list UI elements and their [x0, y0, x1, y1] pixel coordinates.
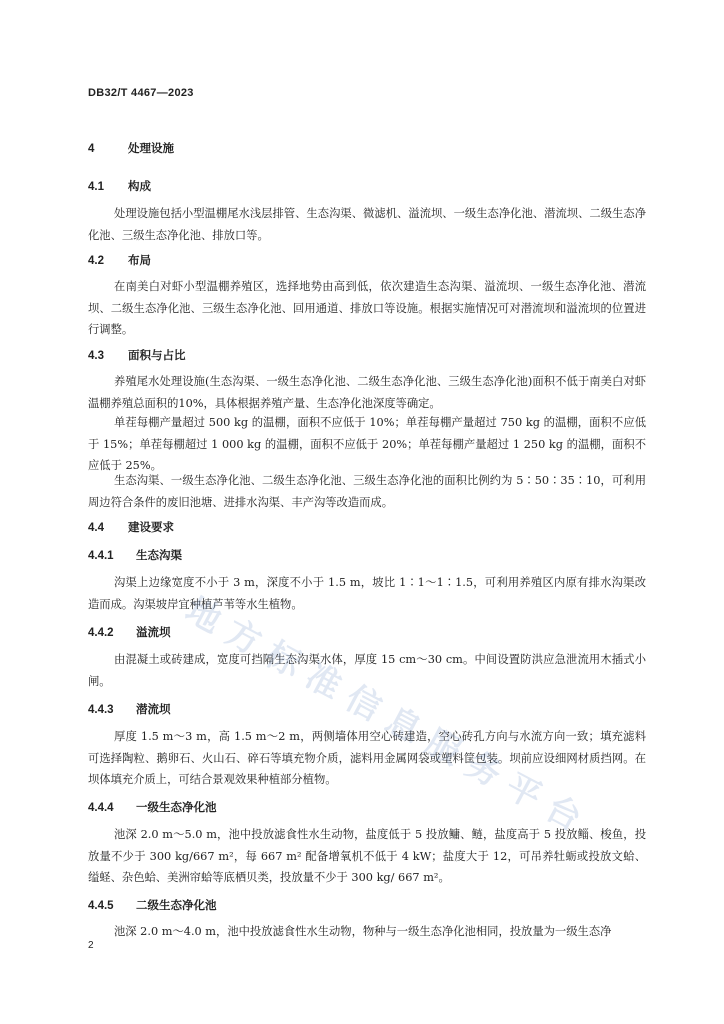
section-title: 一级生态净化池	[136, 800, 217, 814]
paragraph: 处理设施包括小型温棚尾水浅层排管、生态沟渠、微滤机、溢流坝、一级生态净化池、潜流坝、二级生态净化池、三级生态净化池、排放口等。	[88, 207, 646, 242]
watermark-char: 服	[418, 721, 468, 774]
watermark-char: 息	[378, 699, 428, 752]
section-title: 布局	[128, 253, 151, 267]
section-title: 潜流坝	[136, 702, 171, 716]
paragraph: 厚度 1.5 m～3 m，高 1.5 m～2 m，两侧墙体用空心砖建造，空心砖孔方向与水流方向一致；填充滤料可选择陶粒、鹅卵石、火山石、碎石等填充物介质，滤料用金属网袋或塑料筐包装。坝前应设细网材质挡网。在坝体填充介质上，可结合景观效果种植部分植物。	[88, 730, 646, 786]
section-title: 面积与占比	[128, 348, 186, 362]
section-number: 4.4.3	[88, 704, 114, 716]
watermark-char: 标	[258, 633, 308, 686]
watermark-char: 方	[218, 611, 268, 664]
section-heading-4	[88, 140, 174, 156]
section-heading-4-3	[88, 347, 186, 363]
section-number: 4.4.2	[88, 627, 114, 639]
watermark-char: 地	[178, 589, 228, 642]
paragraph: 池深 2.0 m～4.0 m，池中投放滤食性水生动物，物种与一级生态净化池相同，投放量为一级生态净	[114, 925, 612, 938]
watermark-char: 信	[338, 677, 388, 730]
paragraph: 在南美白对虾小型温棚养殖区，选择地势由高到低，依次建造生态沟渠、溢流坝、一级生态净化池、潜流坝、二级生态净化池、三级生态净化池、回用通道、排放口等设施。根据实施情况可对潜流坝和溢流坝的位置进行调整。	[88, 280, 646, 336]
section-title: 二级生态净化池	[136, 898, 217, 912]
section-heading-4-1	[88, 178, 151, 194]
section-heading-4-4-3	[88, 701, 171, 717]
page-number: 2	[88, 940, 94, 951]
section-heading-4-4	[88, 519, 174, 535]
watermark-char: 务	[458, 743, 508, 796]
watermark-char: 平	[498, 765, 548, 818]
section-number: 4.3	[88, 350, 104, 362]
section-number: 4.2	[88, 255, 104, 267]
section-number: 4.4	[88, 522, 104, 534]
paragraph: 池深 2.0 m～5.0 m，池中投放滤食性水生动物，盐度低于 5 投放鳙、鲢，盐度高于 5 投放鲻、梭鱼，投放量不少于 300 kg/667 m²，每 667 m² 配备增氧机不低于 4 kW；盐度大于 12，可吊养牡蛎或投放文蛤、缢蛏、杂色蛤、美洲帘蛤等底栖贝类，投放量不少于 300 kg/ 667 m²。	[88, 828, 646, 884]
document-code: DB32/T 4467—2023	[88, 87, 194, 99]
section-title: 构成	[128, 179, 151, 193]
section-heading-4-4-1	[88, 547, 182, 563]
section-heading-4-4-2	[88, 624, 171, 640]
section-title: 溢流坝	[136, 625, 171, 639]
paragraph: 养殖尾水处理设施(生态沟渠、一级生态净化池、二级生态净化池、三级生态净化池)面积不低于南美白对虾温棚养殖总面积的10%，具体根据养殖产量、生态净化池深度等确定。	[88, 375, 646, 410]
section-number: 4.1	[88, 181, 104, 193]
section-heading-4-2	[88, 252, 151, 268]
paragraph: 生态沟渠、一级生态净化池、二级生态净化池、三级生态净化池的面积比例约为 5∶50∶35∶10，可利用周边符合条件的废旧池塘、进排水沟渠、丰产沟等改造而成。	[88, 474, 646, 509]
section-heading-4-4-4	[88, 799, 217, 815]
watermark-char: 准	[298, 655, 348, 708]
watermark-char: 台	[538, 787, 588, 840]
paragraph: 单茬每棚产量超过 500 kg 的温棚，面积不应低于 10%；单茬每棚产量超过 750 kg 的温棚，面积不应低于 15%；单茬每棚超过 1 000 kg 的温棚，面积不应低于 20%；单茬每棚产量超过 1 250 kg 的温棚，面积不应低于 25%。	[88, 416, 646, 472]
section-number: 4	[88, 143, 95, 155]
paragraph: 沟渠上边缘宽度不小于 3 m，深度不小于 1.5 m，坡比 1∶1～1∶1.5，可利用养殖区内原有排水沟渠改造而成。沟渠坡岸宜种植芦苇等水生植物。	[88, 576, 646, 611]
section-number: 4.4.4	[88, 802, 114, 814]
section-number: 4.4.5	[88, 900, 114, 912]
section-title: 生态沟渠	[136, 548, 182, 562]
section-title: 建设要求	[128, 520, 174, 534]
section-title: 处理设施	[128, 141, 174, 155]
paragraph: 由混凝土或砖建成，宽度可挡隔生态沟渠水体，厚度 15 cm～30 cm。中间设置防洪应急泄流用木插式小闸。	[88, 653, 646, 688]
section-heading-4-4-5	[88, 897, 217, 913]
section-number: 4.4.1	[88, 550, 114, 562]
